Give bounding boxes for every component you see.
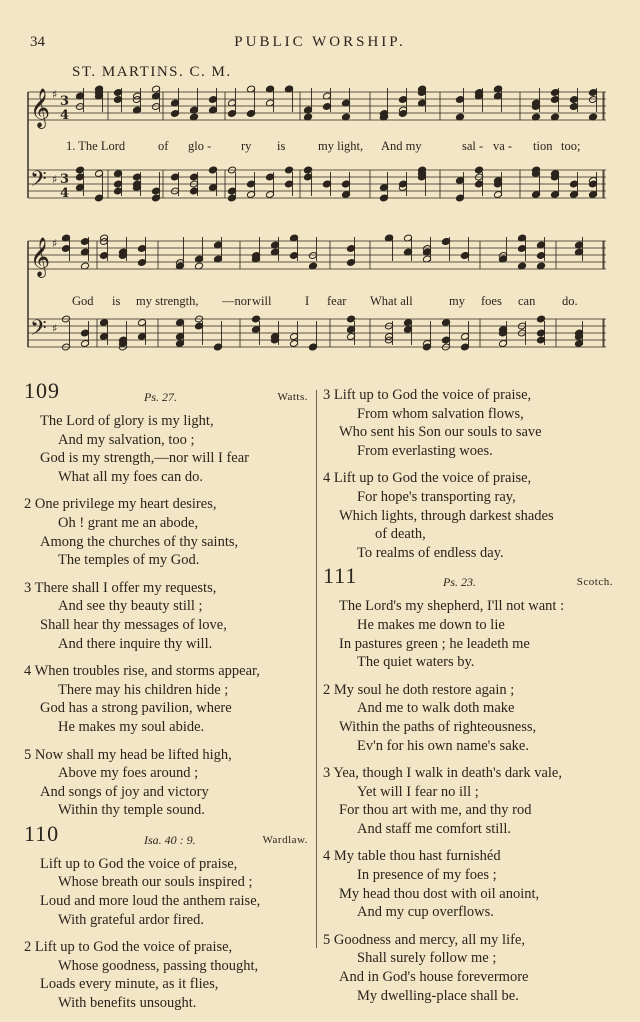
stanza — [323, 847, 619, 921]
lyric-syllable: —nor — [222, 294, 252, 308]
verse-line: 5 Now shall my head be lifted high, — [24, 746, 232, 763]
verse-line: Ev'n for his own name's sake. — [357, 737, 529, 754]
stanza — [323, 386, 619, 460]
stanza — [24, 412, 314, 486]
verse-line: Yet will I fear no ill ; — [357, 783, 479, 800]
page-title: PUBLIC WORSHIP. — [234, 34, 406, 50]
hymn-109 — [24, 378, 314, 820]
hymn-author: Watts. — [277, 391, 308, 403]
lyric-syllable: is — [277, 139, 286, 153]
lyric-syllable: my light, — [318, 139, 364, 153]
time-sig-top: 3 — [60, 94, 70, 109]
verse-line: 2 Lift up to God the voice of praise, — [24, 939, 233, 956]
stanza — [24, 938, 314, 1012]
lyric-syllable: can — [518, 294, 536, 308]
left-column — [24, 378, 314, 1022]
verse-line: Shall hear thy messages of love, — [40, 616, 227, 633]
lyric-syllable: What all — [370, 294, 413, 308]
verse-line: My head thou dost with oil anoint, — [339, 885, 540, 902]
lyric-syllable: my — [449, 294, 465, 308]
hymn-111 — [323, 563, 619, 1005]
time-sig-top: 3 — [60, 172, 70, 187]
stanza — [24, 855, 314, 929]
verse-line: To realms of endless day. — [357, 544, 504, 561]
verse-line: For thou art with me, and thy rod — [339, 802, 532, 819]
verse-line: 2 One privilege my heart desires, — [24, 496, 217, 513]
verse-line: God is my strength,—nor will I fear — [40, 450, 250, 467]
verse-line: Shall surely follow me ; — [357, 950, 497, 967]
hymn-number: 110 — [24, 820, 60, 846]
verse-line: And me to walk doth make — [357, 700, 515, 717]
verse-line: In pastures green ; he leadeth me — [339, 635, 530, 652]
verse-line: The Lord of glory is my light, — [40, 413, 214, 429]
lyric-syllable: of — [158, 139, 169, 153]
bass-clef-icon: 𝄢 — [30, 316, 47, 346]
time-sig-bottom: 4 — [60, 108, 70, 123]
stanza — [24, 746, 314, 820]
verse-line: What all my foes can do. — [58, 468, 203, 485]
sharp-icon: ♯ — [52, 88, 58, 101]
lyric-syllable: va - — [493, 139, 513, 153]
stanza — [323, 764, 619, 838]
sharp-icon: ♯ — [52, 173, 58, 186]
lyric-syllable: And my — [381, 139, 422, 153]
verse-line: 3 There shall I offer my requests, — [24, 579, 217, 596]
verse-line: Within the paths of righteousness, — [339, 718, 537, 735]
hymn-110-continued — [323, 386, 619, 562]
verse-line: The quiet waters by. — [357, 654, 475, 671]
verse-line: And staff me comfort still. — [357, 820, 511, 837]
sharp-icon: ♯ — [52, 237, 58, 250]
verse-line: The Lord's my shepherd, I'll not want : — [339, 598, 565, 615]
lyric-syllable: is — [112, 294, 121, 308]
hymn-reference: Ps. 23. — [443, 575, 476, 590]
hymn-reference: Isa. 40 : 9. — [144, 832, 196, 847]
bass-clef-icon: 𝄢 — [30, 167, 47, 197]
verse-line: And in God's house forevermore — [339, 969, 529, 986]
verse-line: 3 Lift up to God the voice of praise, — [323, 387, 532, 403]
hymn-reference: Ps. 27. — [144, 390, 177, 404]
lyric-syllable: ry — [241, 139, 252, 153]
hymn-number: 111 — [323, 563, 358, 589]
lyric-syllable: God — [72, 294, 94, 308]
verse-line: Who sent his Son our souls to save — [339, 424, 542, 441]
lyric-syllable: I — [305, 294, 310, 308]
verse-line: 5 Goodness and mercy, all my life, — [323, 931, 526, 948]
verse-line: With grateful ardor fired. — [58, 911, 204, 928]
verse-line: Above my foes around ; — [58, 765, 199, 782]
verse-line: 4 My table thou hast furnishéd — [323, 848, 501, 865]
lyric-syllable: do. — [562, 294, 578, 308]
treble-clef-icon: 𝄞 — [30, 237, 51, 277]
music-score — [0, 0, 640, 380]
verse-line: of death, — [375, 526, 426, 543]
verse-line: Among the churches of thy saints, — [40, 533, 239, 550]
verse-line: My dwelling-place shall be. — [357, 987, 519, 1004]
verse-line: 4 Lift up to God the voice of praise, — [323, 470, 532, 487]
verse-line: For hope's transporting ray, — [357, 488, 516, 505]
tune-name: ST. MARTINS. C. M. — [72, 64, 232, 80]
verse-line: With benefits unsought. — [58, 995, 197, 1012]
sharp-icon: ♯ — [52, 322, 58, 335]
verse-line: And my cup overflows. — [357, 904, 494, 921]
hymn-110 — [24, 820, 314, 1013]
verse-line: Which lights, through darkest shades — [339, 507, 554, 524]
lyric-syllable: tion — [533, 139, 553, 153]
lyric-syllable: my strength, — [136, 294, 199, 308]
time-sig-bottom: 4 — [60, 186, 70, 201]
verse-line: In presence of my foes ; — [357, 867, 497, 884]
verse-line: Lift up to God the voice of praise, — [40, 855, 238, 872]
verse-line: From whom salvation flows, — [357, 405, 524, 422]
verse-line: Whose goodness, passing thought, — [58, 957, 259, 974]
verse-line: And see thy beauty still ; — [58, 598, 203, 615]
verse-line: Within thy temple sound. — [58, 802, 205, 819]
stanza — [24, 662, 314, 736]
lyric-syllable: foes — [481, 294, 502, 308]
right-column — [323, 386, 619, 1014]
lyric-syllable: glo - — [188, 139, 212, 153]
stanza — [323, 681, 619, 755]
verse-line: Oh ! grant me an abode, — [58, 514, 199, 531]
verse-line: 2 My soul he doth restore again ; — [323, 681, 515, 698]
lyric-syllable: 1. The Lord — [66, 139, 126, 153]
hymn-author: Scotch. — [576, 576, 613, 589]
lyric-syllable: fear — [327, 294, 347, 308]
verse-line: He makes me down to lie — [357, 616, 505, 633]
hymn-author: Wardlaw. — [262, 833, 308, 846]
stanza — [323, 469, 619, 562]
stanza — [323, 597, 619, 671]
verse-line: There may his children hide ; — [58, 681, 229, 698]
treble-clef-icon: 𝄞 — [30, 88, 51, 128]
verse-line: Loud and more loud the anthem raise, — [40, 893, 261, 910]
stanza — [24, 579, 314, 653]
lyric-syllable: too; — [561, 139, 581, 153]
hymn-number: 109 — [24, 378, 60, 403]
verse-line: And my salvation, too ; — [58, 431, 195, 448]
verse-line: Whose breath our souls inspired ; — [58, 874, 253, 891]
lyric-syllable: sal - — [462, 139, 484, 153]
column-divider — [316, 390, 317, 948]
stanza — [323, 931, 619, 1005]
page-number: 34 — [30, 34, 45, 50]
lyric-syllable: will — [252, 294, 272, 308]
verse-line: From everlasting woes. — [357, 442, 493, 459]
verse-line: And songs of joy and victory — [40, 783, 209, 800]
verse-line: He makes my soul abide. — [58, 718, 205, 735]
verse-line: And there inquire thy will. — [58, 635, 213, 652]
verse-line: God has a strong pavilion, where — [40, 700, 232, 717]
verse-line: Loads every minute, as it flies, — [40, 976, 219, 993]
stanza — [24, 495, 314, 569]
verse-line: 3 Yea, though I walk in death's dark vale, — [323, 765, 562, 782]
verse-line: The temples of my God. — [58, 552, 200, 569]
verse-line: 4 When troubles rise, and storms appear, — [24, 663, 260, 680]
